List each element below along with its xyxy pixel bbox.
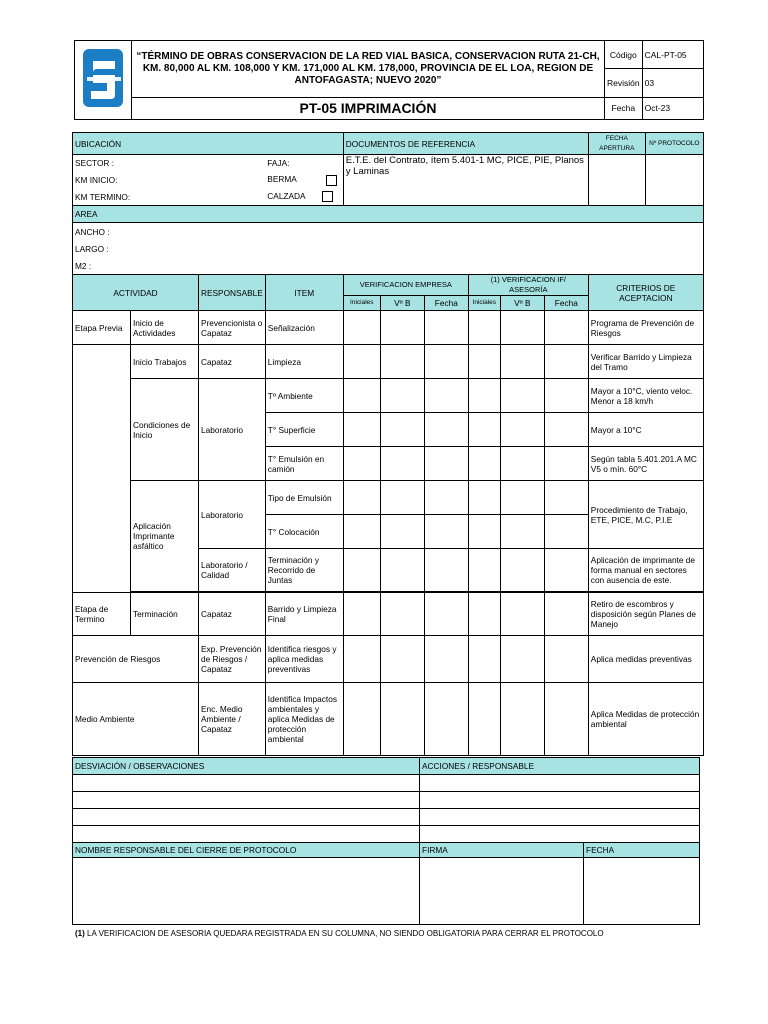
contract-title: “TÉRMINO DE OBRAS CONSERVACION DE LA RED VIAL BASICA, CONSERVACION RUTA 21-CH, KM. 80,000 AL KM. 108,000 Y KM. 171,000 AL KM. 178,000, PROVINCIA DE EL LOA, REGION DE ANTOFAGASTA; NUEVO 2020”	[132, 41, 605, 98]
verif-cell[interactable]	[424, 683, 468, 756]
fecha-apertura-cell[interactable]	[588, 155, 645, 206]
item-t-ambiente: Tº Ambiente	[265, 379, 343, 413]
crit-medidas-preventivas: Aplica medidas preventivas	[588, 636, 703, 683]
asesoria-iniciales-heading: Iniciales	[468, 296, 500, 311]
calzada-checkbox[interactable]	[322, 191, 333, 202]
verif-cell[interactable]	[500, 683, 544, 756]
verif-cell[interactable]	[343, 636, 380, 683]
condiciones-inicio-label: Condiciones de Inicio	[131, 379, 199, 481]
item-barrido-final: Barrido y Limpieza Final	[265, 593, 343, 636]
nombre-responsable-heading: NOMBRE RESPONSABLE DEL CIERRE DE PROTOCOLO	[73, 843, 420, 858]
verif-cell[interactable]	[380, 345, 424, 379]
verif-cell[interactable]	[468, 481, 500, 515]
verif-cell[interactable]	[343, 683, 380, 756]
verif-cell[interactable]	[380, 549, 424, 592]
sector-label: SECTOR :	[73, 155, 266, 172]
fecha-value: Oct-23	[642, 97, 703, 119]
observations-table	[72, 757, 700, 925]
verif-cell[interactable]	[500, 379, 544, 413]
etapa-previa-label: Etapa Previa	[73, 311, 131, 345]
revision-value: 03	[642, 69, 703, 97]
verif-empresa-heading: VERIFICACION EMPRESA	[343, 275, 468, 296]
verif-cell[interactable]	[468, 345, 500, 379]
verif-cell[interactable]	[500, 481, 544, 515]
resp-laboratorio-2: Laboratorio	[199, 481, 266, 549]
verif-cell[interactable]	[500, 345, 544, 379]
verif-cell[interactable]	[500, 515, 544, 549]
fecha-cierre-heading: FECHA	[584, 843, 700, 858]
resp-lab-calidad: Laboratorio / Calidad	[199, 549, 266, 592]
verif-asesoria-heading: (1) VERIFICACION IF/ ASESORÍA	[468, 275, 588, 296]
verif-cell[interactable]	[380, 447, 424, 481]
footnote-text: LA VERIFICACION DE ASESORIA QUEDARA REGISTRADA EN SU COLUMNA, NO SIENDO OBLIGATORIA PARA CERRAR EL PROTOCOLO	[87, 929, 604, 938]
company-logo	[75, 41, 132, 120]
item-t-emulsion: T° Emulsión en camión	[265, 447, 343, 481]
n-protocolo-cell[interactable]	[645, 155, 703, 206]
terminacion-label: Terminación	[131, 593, 199, 636]
item-t-colocacion: T° Colocación	[265, 515, 343, 549]
crit-retiro: Retiro de escombros y disposición según Planes de Manejo	[588, 593, 703, 636]
resp-prevencionista: Prevencionista o Capataz	[199, 311, 266, 345]
verif-cell[interactable]	[544, 515, 588, 549]
etapa-blank-cell	[73, 345, 131, 593]
verif-cell[interactable]	[380, 636, 424, 683]
verif-cell[interactable]	[343, 481, 380, 515]
verif-cell[interactable]	[424, 636, 468, 683]
verif-cell[interactable]	[380, 481, 424, 515]
verif-cell[interactable]	[544, 481, 588, 515]
verif-cell[interactable]	[424, 345, 468, 379]
empresa-fecha-heading: Fecha	[424, 296, 468, 311]
verif-cell[interactable]	[343, 311, 380, 345]
verif-cell[interactable]	[343, 593, 380, 636]
verif-cell[interactable]	[468, 311, 500, 345]
verif-cell[interactable]	[544, 413, 588, 447]
verif-cell[interactable]	[500, 311, 544, 345]
verif-cell[interactable]	[544, 683, 588, 756]
verif-cell[interactable]	[544, 549, 588, 592]
criterios-heading: CRITERIOS DE ACEPTACION	[588, 275, 703, 311]
calzada-label: CALZADA	[267, 191, 306, 202]
ubicacion-heading: UBICACIÓN	[73, 133, 344, 155]
docs-referencia-text: E.T.E. del Contrato, ítem 5.401-1 MC, PICE, PIE, Planos y Laminas	[343, 155, 588, 206]
prevencion-riesgos-label: Prevención de Riesgos	[73, 636, 199, 683]
actividad-heading: ACTIVIDAD	[73, 275, 199, 311]
footnote	[75, 929, 604, 938]
item-heading: ITEM	[265, 275, 343, 311]
footnote-marker: (1)	[75, 929, 85, 938]
fecha-cierre-field[interactable]	[584, 858, 700, 925]
verif-cell[interactable]	[468, 636, 500, 683]
verif-cell[interactable]	[500, 447, 544, 481]
verif-cell[interactable]	[500, 413, 544, 447]
verif-cell[interactable]	[468, 549, 500, 592]
verif-cell[interactable]	[544, 447, 588, 481]
asesoria-fecha-heading: Fecha	[544, 296, 588, 311]
verif-cell[interactable]	[343, 549, 380, 592]
resp-laboratorio: Laboratorio	[199, 379, 266, 481]
calzada-field	[265, 189, 343, 206]
item-t-superficie: T° Superficie	[265, 413, 343, 447]
verif-cell[interactable]	[468, 379, 500, 413]
item-limpieza: Limpieza	[265, 345, 343, 379]
crit-t-ambiente: Mayor a 10°C, viento veloc. Menor a 18 km/h	[588, 379, 703, 413]
protocol-title: PT-05 IMPRIMACIÓN	[132, 97, 605, 119]
item-tipo-emulsion: Tipo de Emulsión	[265, 481, 343, 515]
verif-cell[interactable]	[343, 515, 380, 549]
verif-cell[interactable]	[424, 515, 468, 549]
empresa-iniciales-heading: Iniciales	[343, 296, 380, 311]
verif-cell[interactable]	[468, 413, 500, 447]
item-identifica-riesgos: Identifica riesgos y aplica medidas preventivas	[265, 636, 343, 683]
verif-cell[interactable]	[424, 481, 468, 515]
medio-ambiente-label: Medio Ambiente	[73, 683, 199, 756]
responsable-heading: RESPONSABLE	[199, 275, 266, 311]
fecha-apertura-heading: FECHA APERTURA	[588, 133, 645, 155]
verif-cell[interactable]	[380, 311, 424, 345]
acciones-heading: ACCIONES / RESPONSABLE	[420, 758, 700, 775]
crit-proteccion: Aplica Medidas de protección ambiental	[588, 683, 703, 756]
logo-icon	[81, 45, 125, 111]
verif-cell[interactable]	[500, 636, 544, 683]
km-inicio-label: KM INICIO:	[73, 172, 266, 189]
km-termino-label: KM TERMINO:	[73, 189, 266, 206]
acciones-line[interactable]	[420, 792, 700, 809]
verif-cell[interactable]	[424, 379, 468, 413]
verif-cell[interactable]	[424, 413, 468, 447]
verif-cell[interactable]	[424, 311, 468, 345]
berma-checkbox[interactable]	[326, 175, 337, 186]
verif-cell[interactable]	[544, 636, 588, 683]
item-impactos: Identifica Impactos ambientales y aplica Medidas de protección ambiental	[265, 683, 343, 756]
item-senalizacion: Señalización	[265, 311, 343, 345]
aplicacion-label: Aplicación Imprimante asfáltico	[131, 481, 199, 592]
n-protocolo-heading: Nº PROTOCOLO	[645, 133, 703, 155]
verif-cell[interactable]	[424, 447, 468, 481]
desviacion-line[interactable]	[73, 775, 420, 792]
verif-cell[interactable]	[343, 413, 380, 447]
area-heading: AREA	[73, 206, 704, 223]
verif-cell[interactable]	[468, 515, 500, 549]
resp-capataz: Capataz	[199, 345, 266, 379]
protocol-main-table	[72, 132, 704, 756]
crit-limpieza: Verificar Barrido y Limpieza del Tramo	[588, 345, 703, 379]
resp-capataz-2: Capataz	[199, 593, 266, 636]
faja-label: FAJA:	[265, 155, 343, 172]
etapa-termino-label: Etapa de Termino	[73, 593, 131, 636]
resp-exp-prevencion: Exp. Prevención de Riesgos / Capataz	[199, 636, 266, 683]
codigo-value: CAL-PT-05	[642, 41, 703, 69]
acciones-line[interactable]	[420, 809, 700, 826]
inicio-trabajos-label: Inicio Trabajos	[131, 345, 199, 379]
verif-cell[interactable]	[468, 447, 500, 481]
verif-cell[interactable]	[544, 379, 588, 413]
verif-cell[interactable]	[380, 683, 424, 756]
verif-cell[interactable]	[380, 413, 424, 447]
item-terminacion-juntas: Terminación y Recorrido de Juntas	[265, 549, 343, 592]
verif-cell[interactable]	[380, 593, 424, 636]
berma-field	[265, 172, 343, 189]
inicio-actividades-label: Inicio de Actividades	[131, 311, 199, 345]
acciones-line[interactable]	[420, 826, 700, 843]
empresa-vb-heading: Vº B	[380, 296, 424, 311]
revision-label: Revisión	[605, 69, 643, 97]
crit-t-superficie: Mayor a 10°C	[588, 413, 703, 447]
firma-heading: FIRMA	[420, 843, 584, 858]
header-table	[74, 40, 704, 120]
docs-referencia-heading: DOCUMENTOS DE REFERENCIA	[343, 133, 588, 155]
codigo-label: Código	[605, 41, 643, 69]
verif-cell[interactable]	[343, 447, 380, 481]
desviacion-line[interactable]	[73, 792, 420, 809]
fecha-label: Fecha	[605, 97, 643, 119]
verif-cell[interactable]	[424, 549, 468, 592]
verif-cell[interactable]	[468, 683, 500, 756]
crit-procedimiento: Procedimiento de Trabajo, ETE, PICE, M.C, P.I.E	[588, 481, 703, 549]
desviacion-heading: DESVIACIÓN / OBSERVACIONES	[73, 758, 420, 775]
verif-cell[interactable]	[544, 345, 588, 379]
berma-label: BERMA	[267, 174, 297, 185]
verif-cell[interactable]	[544, 593, 588, 636]
verif-cell[interactable]	[380, 515, 424, 549]
verif-cell[interactable]	[343, 345, 380, 379]
largo-label: LARGO :	[73, 241, 704, 258]
m2-label: M2 :	[73, 258, 704, 275]
crit-senalizacion: Programa de Prevención de Riesgos	[588, 311, 703, 345]
ancho-label: ANCHO :	[73, 223, 704, 241]
verif-cell[interactable]	[500, 593, 544, 636]
asesoria-vb-heading: Vº B	[500, 296, 544, 311]
crit-aplicacion-manual: Aplicación de imprimante de forma manual en sectores con ausencia de este.	[588, 549, 703, 592]
verif-cell[interactable]	[380, 379, 424, 413]
acciones-line[interactable]	[420, 775, 700, 792]
nombre-responsable-field[interactable]	[73, 858, 420, 925]
crit-t-emulsion: Según tabla 5.401.201.A MC V5 o mín. 60°C	[588, 447, 703, 481]
verif-cell[interactable]	[544, 311, 588, 345]
verif-cell[interactable]	[468, 593, 500, 636]
desviacion-line[interactable]	[73, 809, 420, 826]
resp-enc-medio: Enc. Medio Ambiente / Capataz	[199, 683, 266, 756]
verif-cell[interactable]	[424, 593, 468, 636]
verif-cell[interactable]	[343, 379, 380, 413]
verif-cell[interactable]	[500, 549, 544, 592]
firma-field[interactable]	[420, 858, 584, 925]
desviacion-line[interactable]	[73, 826, 420, 843]
